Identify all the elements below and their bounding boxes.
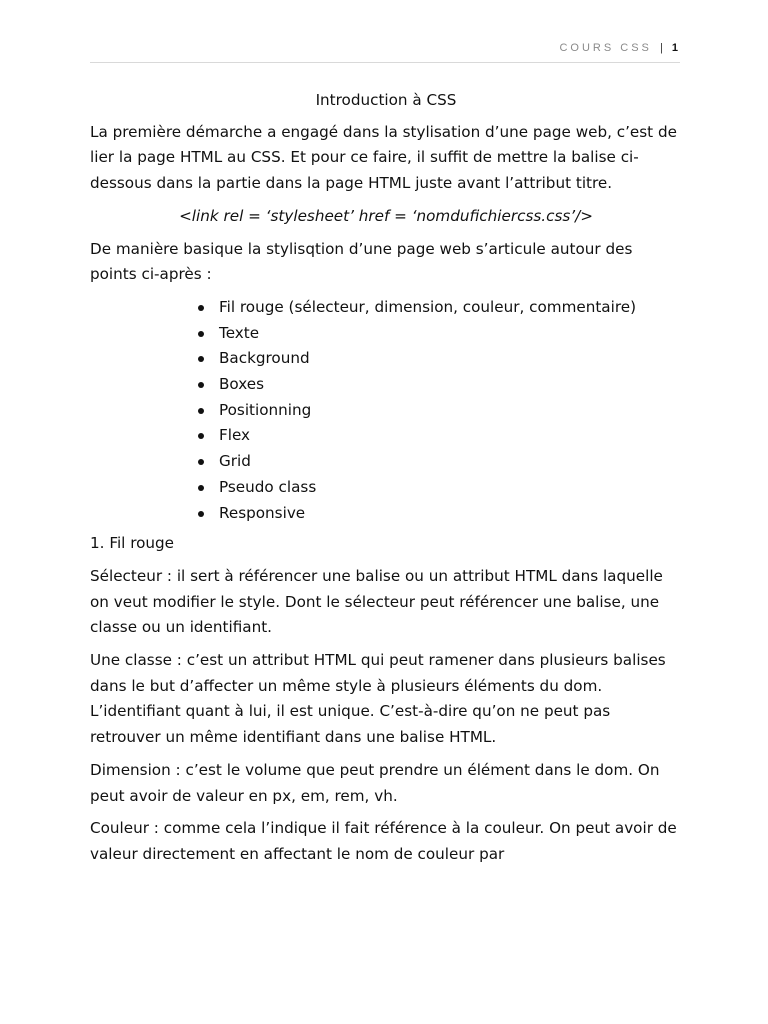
topics-list: [90, 295, 682, 526]
color-paragraph: Couleur : comme cela l’indique il fait référence à la couleur. On peut avoir de valeur directement en affectant le nom de couleur par: [90, 819, 677, 863]
list-item-text: Fil rouge (sélecteur, dimension, couleur, commentaire): [219, 297, 637, 316]
list-item-text: Responsive: [219, 503, 306, 522]
course-name: COURS CSS: [559, 42, 652, 54]
list-item-text: Pseudo class: [219, 477, 317, 496]
code-line: <link rel = ‘stylesheet’ href = ‘nomdufichiercss.css’/>: [179, 206, 593, 225]
list-item: [195, 423, 682, 449]
intro-paragraph: La première démarche a engagé dans la stylisation d’une page web, c’est de lier la page HTML au CSS. Et pour ce faire, il suffit de mettre la balise ci-dessous dans la partie dans la page HTML juste avant l’attribut titre.: [90, 122, 677, 193]
document-title: Introduction à CSS: [315, 91, 457, 109]
bullet-icon: [198, 356, 204, 362]
outline-intro: De manière basique la stylisqtion d’une page web s’articule autour des points ci-après :: [90, 239, 633, 284]
selector-paragraph: Sélecteur : il sert à référencer une balise ou un attribut HTML dans laquelle on veut modifier le style. Dont le sélecteur peut référencer une balise, une classe ou un identifiant.: [90, 566, 663, 637]
list-item: [195, 295, 682, 321]
list-item: [195, 346, 682, 372]
list-item: [195, 501, 682, 527]
list-item-text: Positionning: [219, 400, 312, 419]
bullet-icon: [198, 459, 204, 465]
list-item: [195, 449, 682, 475]
document-body: [90, 88, 682, 875]
header-separator: |: [659, 42, 663, 54]
class-paragraph: Une classe : c’est un attribut HTML qui peut ramener dans plusieurs balises dans le but d’affecter un même style à plusieurs éléments du dom. L’identifiant quant à lui, il est unique. C’est-à-dire qu’on ne peut pas retrouver un même identifiant dans une balise HTML.: [90, 651, 666, 747]
list-item-text: Background: [219, 349, 310, 368]
list-item-text: Flex: [219, 426, 251, 445]
list-item-text: Boxes: [219, 375, 265, 394]
bullet-icon: [198, 485, 204, 491]
list-item: [195, 321, 682, 347]
bullet-icon: [198, 433, 204, 439]
list-item: [195, 475, 682, 501]
bullet-icon: [198, 331, 204, 337]
header-text: [559, 42, 678, 54]
list-item-text: Texte: [219, 323, 260, 342]
bullet-icon: [198, 305, 204, 311]
bullet-icon: [198, 382, 204, 388]
bullet-icon: [198, 408, 204, 414]
list-item: [195, 398, 682, 424]
section-heading: 1. Fil rouge: [90, 534, 175, 553]
page-header: [90, 42, 680, 63]
page-number: 1: [671, 42, 678, 54]
list-item: [195, 372, 682, 398]
dimension-paragraph: Dimension : c’est le volume que peut prendre un élément dans le dom. On peut avoir de valeur en px, em, rem, vh.: [90, 760, 660, 805]
bullet-icon: [198, 511, 204, 517]
list-item-text: Grid: [219, 452, 251, 471]
